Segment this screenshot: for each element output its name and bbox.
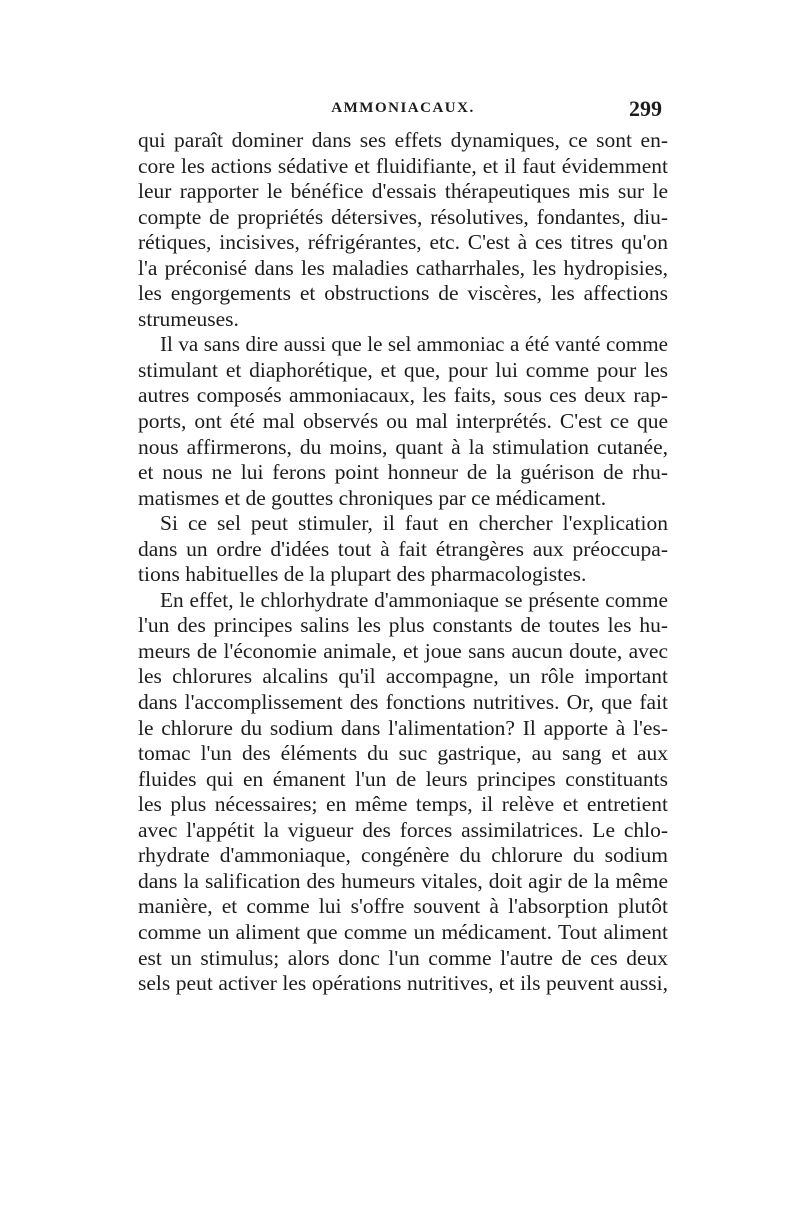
paragraph bbox=[138, 511, 668, 588]
text-line: matismes et de gouttes chroniques par ce médicament. bbox=[138, 485, 607, 510]
text-line: leur rapporter le bénéfice d'essais thérapeutiques mis sur le bbox=[138, 179, 668, 204]
paragraph bbox=[138, 332, 668, 511]
text-line: qui paraît dominer dans ses effets dynamiques, ce sont en- bbox=[138, 128, 668, 152]
text-line: strumeuses. bbox=[138, 306, 239, 331]
text-line: tomac l'un des éléments du suc gastrique, au sang et aux bbox=[138, 741, 668, 766]
text-line: stimulant et diaphorétique, et que, pour lui comme pour les bbox=[138, 357, 668, 382]
text-line: core les actions sédative et fluidifiante, et il faut évidemment bbox=[138, 153, 668, 178]
text-line: rhydrate d'ammoniaque, congénère du chlorure du sodium bbox=[138, 843, 668, 868]
paragraph bbox=[138, 128, 668, 332]
text-line: les chlorures alcalins qu'il accompagne, un rôle important bbox=[138, 664, 668, 689]
text-line: les engorgements et obstructions de viscères, les affections bbox=[138, 281, 668, 306]
text-line: dans l'accomplissement des fonctions nutritives. Or, que fait bbox=[138, 690, 668, 715]
text-line: est un stimulus; alors donc l'un comme l'autre de ces deux bbox=[138, 945, 668, 970]
text-line: dans un ordre d'idées tout à fait étrangères aux préoccupa- bbox=[138, 536, 668, 561]
text-line: meurs de l'économie animale, et joue sans aucun doute, avec bbox=[138, 638, 668, 663]
page-header bbox=[138, 96, 668, 126]
text-line: nous affirmerons, du moins, quant à la stimulation cutanée, bbox=[138, 434, 668, 459]
text-line: tions habituelles de la plupart des pharmacologistes. bbox=[138, 562, 587, 587]
text-line: fluides qui en émanent l'un de leurs principes constituants bbox=[138, 766, 668, 791]
text-line: avec l'appétit la vigueur des forces assimilatrices. Le chlo- bbox=[138, 817, 668, 842]
paragraph bbox=[138, 588, 668, 997]
text-line: et nous ne lui ferons point honneur de la guérison de rhu- bbox=[138, 460, 668, 485]
body-text bbox=[138, 128, 668, 997]
text-line: ports, ont été mal observés ou mal interprétés. C'est ce que bbox=[138, 409, 668, 434]
text-line: Si ce sel peut stimuler, il faut en chercher l'explication bbox=[160, 511, 668, 536]
text-line: manière, et comme lui s'offre souvent à l'absorption plutôt bbox=[138, 894, 668, 919]
page-number: 299 bbox=[629, 96, 662, 121]
text-line: le chlorure du sodium dans l'alimentation? Il apporte à l'es- bbox=[138, 715, 668, 740]
text-line: comme un aliment que comme un médicament. Tout aliment bbox=[138, 919, 668, 944]
text-line: dans la salification des humeurs vitales, doit agir de la même bbox=[138, 868, 668, 893]
text-line: autres composés ammoniacaux, les faits, sous ces deux rap- bbox=[138, 383, 668, 408]
text-line: rétiques, incisives, réfrigérantes, etc. C'est à ces titres qu'on bbox=[138, 230, 668, 255]
text-line: En effet, le chlorhydrate d'ammoniaque se présente comme bbox=[160, 587, 668, 612]
text-line: Il va sans dire aussi que le sel ammoniac a été vanté comme bbox=[160, 332, 668, 357]
text-line: compte de propriétés détersives, résolutives, fondantes, diu- bbox=[138, 204, 668, 229]
text-line: sels peut activer les opérations nutritives, et ils peuvent aussi, bbox=[138, 971, 668, 996]
text-line: l'un des principes salins les plus constants de toutes les hu- bbox=[138, 613, 668, 638]
text-line: les plus nécessaires; en même temps, il relève et entretient bbox=[138, 792, 668, 817]
running-title: AMMONIACAUX. bbox=[331, 100, 475, 116]
text-line: l'a préconisé dans les maladies catharrhales, les hydropisies, bbox=[138, 255, 668, 280]
